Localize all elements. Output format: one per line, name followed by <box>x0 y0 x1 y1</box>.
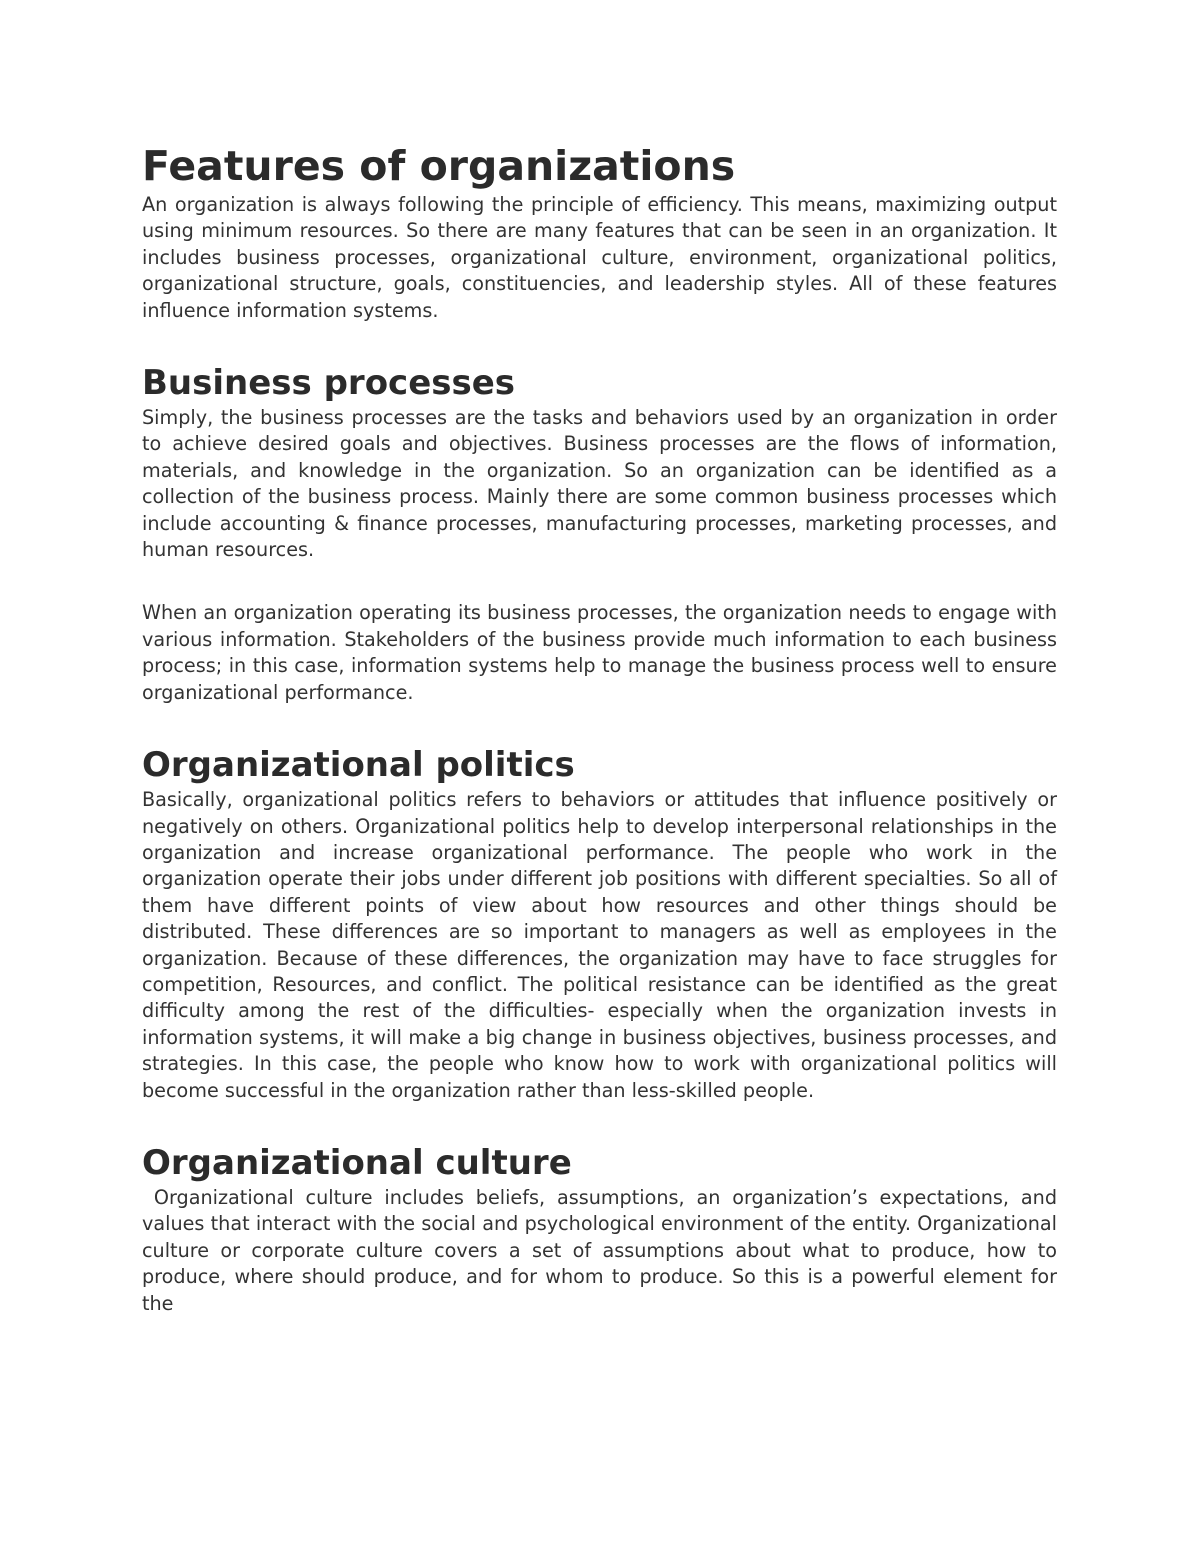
section-organizational-culture <box>142 1141 1064 1317</box>
section-organizational-politics <box>142 743 1057 1104</box>
section-heading-organizational-culture: Organizational culture <box>142 1142 572 1183</box>
spacer <box>142 324 1057 361</box>
spacer <box>142 706 1057 743</box>
section-business-processes <box>142 361 1057 706</box>
organizational-politics-paragraph: Basically, organizational politics refers to behaviors or attitudes that influence positively or negatively on others. Organizational politics help to develop interpersonal relationships in the organization and increase organizational performance. The people who work in the organization operate their jobs under different job positions with different specialties. So all of them have different points of view about how resources and other things should be distributed. These differences are so important to managers as well as employees in the organization. Because of these differences, the organization may have to face struggles for competition, Resources, and conflict. The political resistance can be identified as the great difficulty among the rest of the difficulties- especially when the organization invests in information systems, it will make a big change in business objectives, business processes, and strategies. In this case, the people who know how to work with organizational politics will become successful in the organization rather than less-skilled people. <box>142 788 1057 1102</box>
intro-paragraph: An organization is always following the principle of efficiency. This means, maximizing output using minimum resources. So there are many features that can be seen in an organization. It includes business processes, organizational culture, environment, organizational politics, organizational structure, goals, constituencies, and leadership styles. All of these features influence information systems. <box>142 193 1057 322</box>
section-heading-organizational-politics: Organizational politics <box>142 745 575 786</box>
document-page <box>142 140 1064 1317</box>
business-processes-paragraph-1: Simply, the business processes are the tasks and behaviors used by an organization in order to achieve desired goals and objectives. Business processes are the flows of information, materials, and knowledge in the organization. So an organization can be identified as a collection of the business process. Mainly there are some common business processes which include accounting & finance processes, manufacturing processes, marketing processes, and human resources. <box>142 406 1057 562</box>
document-title: Features of organizations <box>142 142 736 190</box>
business-processes-paragraph-2: When an organization operating its business processes, the organization needs to engage with various information. Stakeholders of the business provide much information to each business process; in this case, information systems help to manage the business process well to ensure organizational performance. <box>142 601 1057 704</box>
section-heading-business-processes: Business processes <box>142 363 516 404</box>
spacer <box>142 1104 1057 1141</box>
spacer <box>142 563 1057 600</box>
organizational-culture-paragraph: Organizational culture includes beliefs, assumptions, an organization’s expectations, and values that interact with the social and psychological environment of the entity. Organizational culture or corporate culture covers a set of assumptions about what to produce, how to produce, where should produce, and for whom to produce. So this is a powerful element for the <box>142 1185 1064 1315</box>
